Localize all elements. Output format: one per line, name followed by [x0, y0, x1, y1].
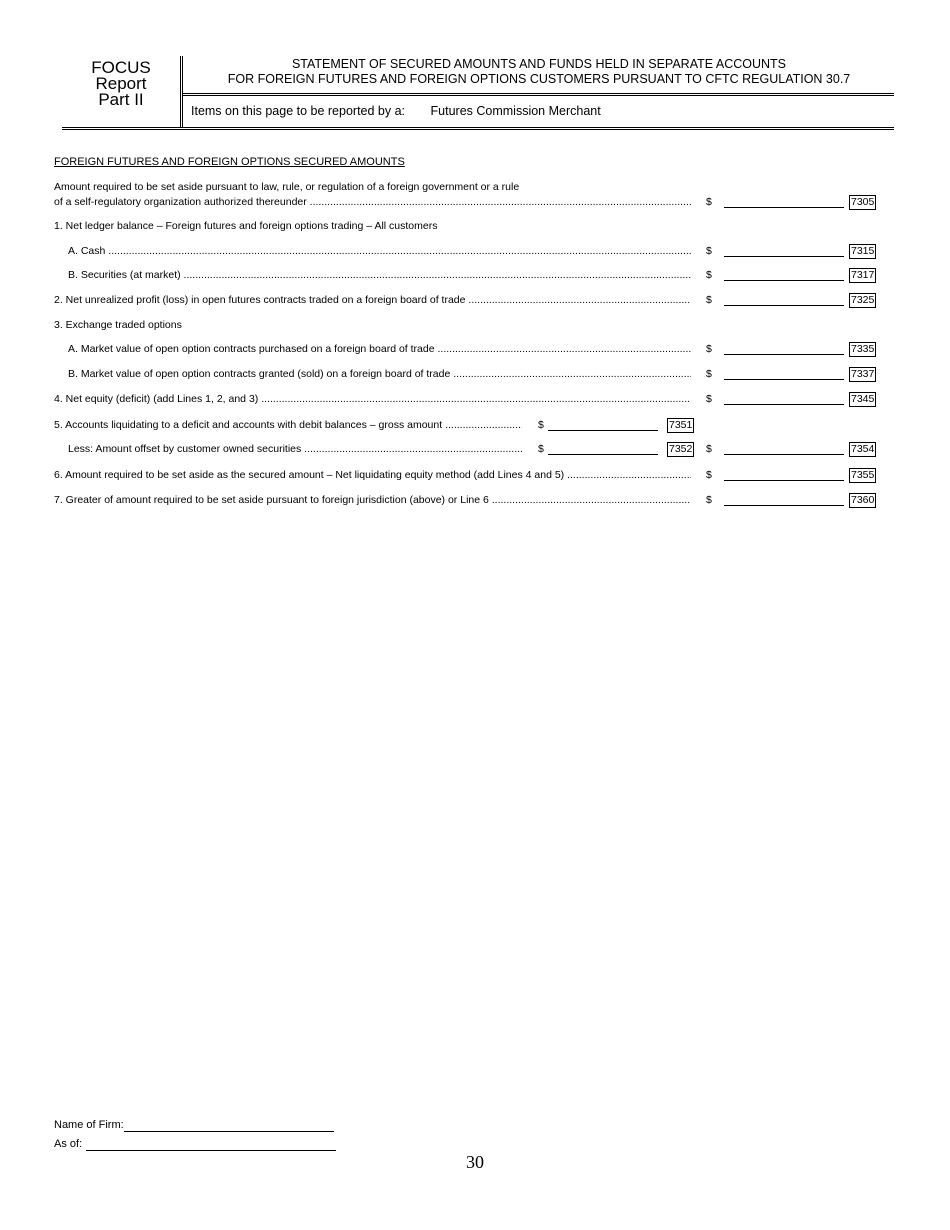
row-7337-amount-field[interactable]	[724, 379, 844, 380]
row-7360-dollar: $	[706, 494, 712, 506]
row-7325-code: 7325	[851, 294, 875, 306]
row-7360-code: 7360	[851, 494, 875, 506]
row-7325-dollar: $	[706, 294, 712, 306]
as-of-field[interactable]	[86, 1150, 336, 1151]
row-7355-code: 7355	[851, 469, 875, 481]
row-7305-code: 7305	[851, 196, 875, 208]
row-7337	[54, 367, 876, 381]
row-7317-dollar: $	[706, 269, 712, 281]
row-7354-amount-field[interactable]	[724, 454, 844, 455]
row-7317-code: 7317	[851, 269, 875, 281]
row-7352	[54, 442, 876, 456]
row-7360-amount-field[interactable]	[724, 505, 844, 506]
row-7355-amount-field[interactable]	[724, 480, 844, 481]
row-7305-label-line1: Amount required to be set aside pursuant to law, rule, or regulation of a foreign government or a rule	[54, 181, 520, 193]
row-7355-dollar: $	[706, 469, 712, 481]
row-7305-label: of a self-regulatory organization authorized thereunder .....	[54, 195, 691, 209]
row-7351-label: 5. Accounts liquidating to a deficit and accounts with debit balances – gross amount .....	[54, 418, 522, 432]
row-7354-dollar: $	[706, 443, 712, 455]
row-7351	[54, 418, 876, 432]
row-7325-label: 2. Net unrealized profit (loss) in open futures contracts traded on a foreign board of trade .....	[54, 293, 691, 307]
row-7335	[54, 342, 876, 356]
row-7355	[54, 468, 876, 482]
row-7352-amount-field[interactable]	[548, 454, 658, 455]
page-number: 30	[466, 1152, 484, 1172]
reporter-type	[191, 104, 601, 118]
header-divider-bottom	[62, 127, 894, 130]
row-7345-code: 7345	[851, 393, 875, 405]
row-7335-amount-field[interactable]	[724, 354, 844, 355]
row-7345-dollar: $	[706, 393, 712, 405]
focus-line-3: Part II	[98, 90, 144, 109]
row-7355-label: 6. Amount required to be set aside as the secured amount – Net liquidating equity method (add Lines 4 and 5) .....	[54, 468, 691, 482]
row-7315-label: A. Cash .....	[68, 244, 691, 258]
row-7315-amount-field[interactable]	[724, 256, 844, 257]
row-7317	[54, 268, 876, 282]
row-7335-dollar: $	[706, 343, 712, 355]
row-7337-dollar: $	[706, 368, 712, 380]
section-title: FOREIGN FUTURES AND FOREIGN OPTIONS SECURED AMOUNTS	[54, 156, 405, 168]
row-7351-dollar: $	[538, 419, 544, 431]
row-7354-code: 7354	[851, 443, 875, 455]
row-7335-code: 7335	[851, 343, 875, 355]
row-7345-amount-field[interactable]	[724, 404, 844, 405]
row-7335-label: A. Market value of open option contracts purchased on a foreign board of trade .....	[68, 342, 691, 356]
reporter-type-label: Items on this page to be reported by a:	[191, 104, 406, 118]
header-divider-middle	[183, 93, 894, 96]
row-7337-code: 7337	[851, 368, 875, 380]
firm-name-field[interactable]	[124, 1131, 334, 1132]
row-7315	[54, 244, 876, 258]
row-7305-amount-field[interactable]	[724, 207, 844, 208]
row-7352-dollar: $	[538, 443, 544, 455]
focus-line-2: Report	[95, 74, 147, 93]
as-of-label: As of:	[54, 1138, 83, 1150]
row-7360	[54, 493, 876, 507]
title-line-2: FOR FOREIGN FUTURES AND FOREIGN OPTIONS CUSTOMERS PURSUANT TO CFTC REGULATION 30.7	[227, 72, 851, 86]
focus-line-1: FOCUS	[91, 58, 151, 77]
row-1-label: 1. Net ledger balance – Foreign futures and foreign options trading – All customers	[54, 220, 438, 232]
title-line-1: STATEMENT OF SECURED AMOUNTS AND FUNDS HELD IN SEPARATE ACCOUNTS	[291, 57, 787, 71]
firm-name-label: Name of Firm:	[54, 1119, 124, 1131]
row-7305	[54, 195, 876, 209]
row-7352-code: 7352	[669, 443, 693, 455]
row-7345	[54, 392, 876, 406]
row-7351-code: 7351	[669, 419, 693, 431]
row-3-label: 3. Exchange traded options	[54, 319, 182, 331]
reporter-type-value: Futures Commission Merchant	[430, 104, 601, 118]
row-7345-label: 4. Net equity (deficit) (add Lines 1, 2, and 3) .....	[54, 392, 691, 406]
row-7360-label: 7. Greater of amount required to be set aside pursuant to foreign jurisdiction (above) or Line 6 .....	[54, 493, 691, 507]
row-7325	[54, 293, 876, 307]
row-7337-label: B. Market value of open option contracts granted (sold) on a foreign board of trade .....	[68, 367, 691, 381]
row-7325-amount-field[interactable]	[724, 305, 844, 306]
row-7305-dollar: $	[706, 196, 712, 208]
page-title	[184, 57, 894, 87]
row-7315-dollar: $	[706, 245, 712, 257]
row-7352-label: Less: Amount offset by customer owned securities .....	[68, 442, 522, 456]
row-7317-label: B. Securities (at market) .....	[68, 268, 691, 282]
focus-report-label	[62, 60, 180, 108]
row-7317-amount-field[interactable]	[724, 280, 844, 281]
row-7351-amount-field[interactable]	[548, 430, 658, 431]
row-7315-code: 7315	[851, 245, 875, 257]
